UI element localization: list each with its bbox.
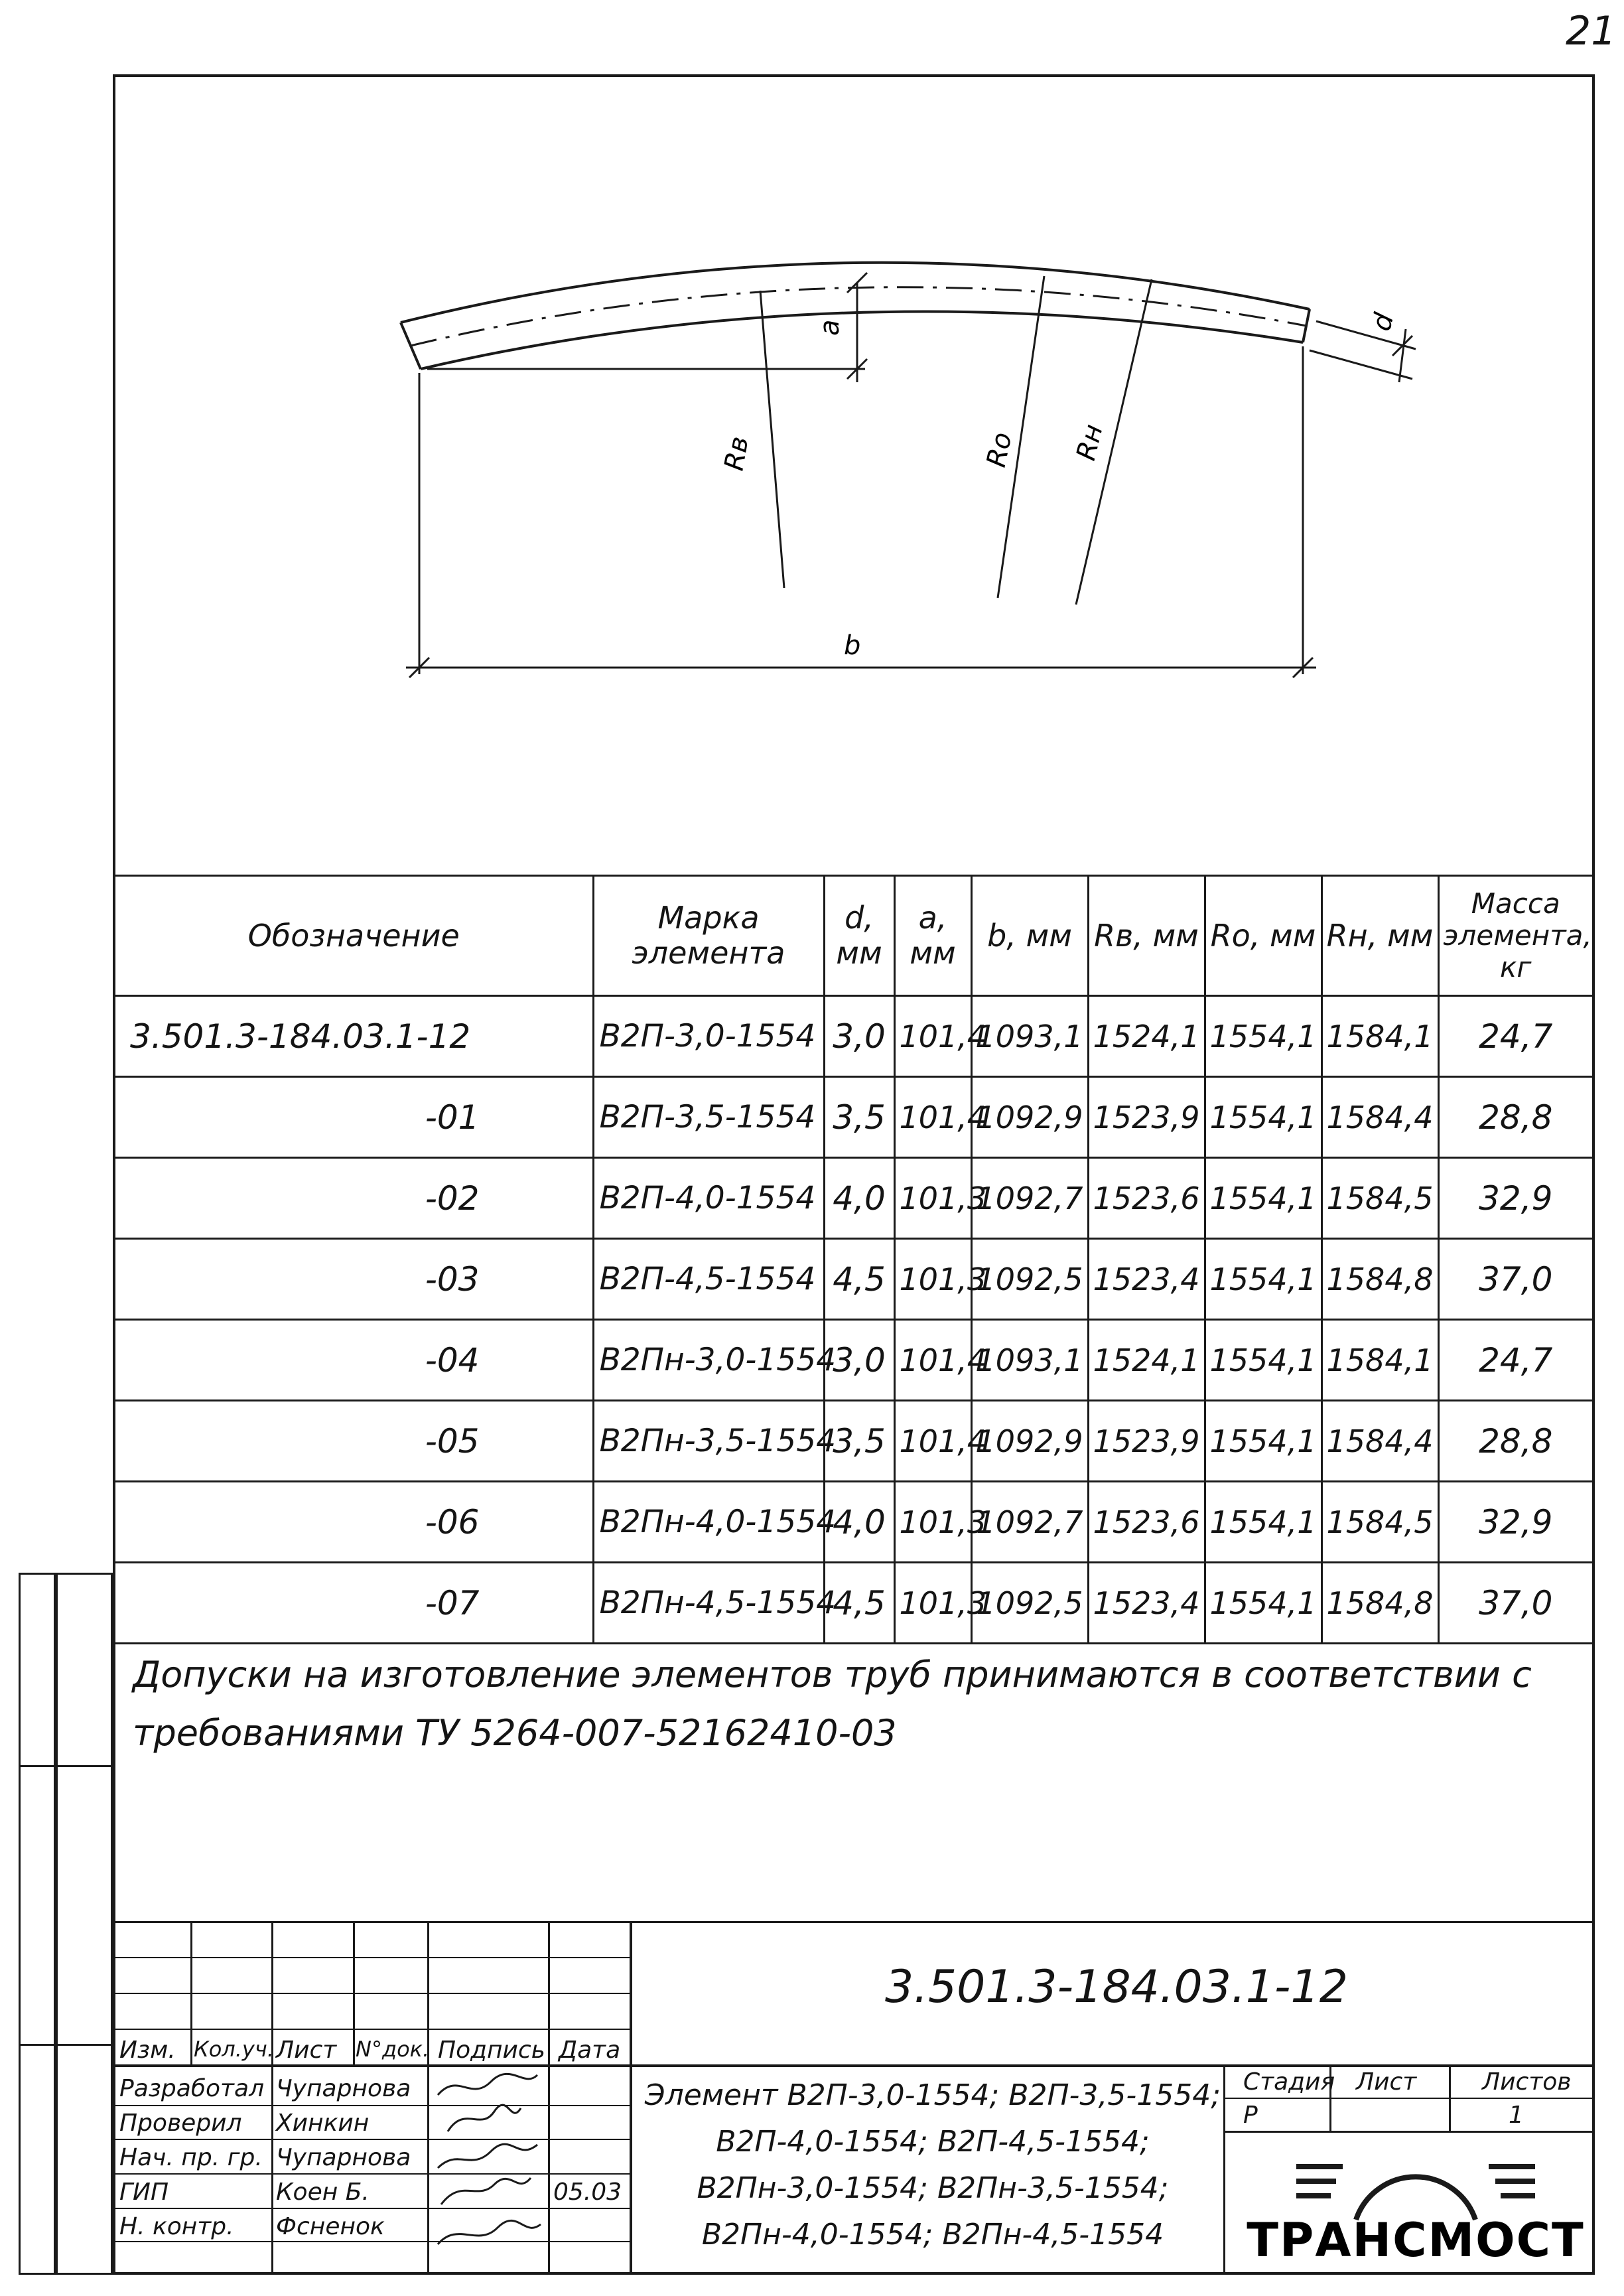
- cell-designation: -04: [115, 1320, 593, 1401]
- cell-designation: -01: [115, 1077, 593, 1158]
- cell-ro: 1554,1: [1205, 1482, 1321, 1563]
- binding-strip-2: [56, 1573, 113, 2275]
- cell-rv: 1524,1: [1088, 1320, 1205, 1401]
- cell-designation: 3.501.3-184.03.1-12: [115, 996, 593, 1077]
- page-number: 21: [1566, 8, 1617, 54]
- arc-inner: [421, 311, 1303, 369]
- cell-mass: 28,8: [1438, 1401, 1592, 1482]
- cell-designation: -02: [115, 1158, 593, 1239]
- cell-designation: -06: [115, 1482, 593, 1563]
- cell-b: 1092,9: [971, 1401, 1088, 1482]
- tb-role: Проверил: [119, 2110, 242, 2137]
- cell-mark: В2Пн-3,5-1554: [593, 1401, 824, 1482]
- tb-name: Коен Б.: [276, 2179, 370, 2206]
- cell-d: 3,5: [824, 1077, 894, 1158]
- cell-a: 101,3: [894, 1158, 971, 1239]
- cell-designation: -05: [115, 1401, 593, 1482]
- note-line-2: требованиями ТУ 5264-007-52162410-03: [133, 1712, 897, 1754]
- cell-b: 1092,5: [971, 1563, 1088, 1644]
- cell-mark: В2П-4,5-1554: [593, 1239, 824, 1320]
- cell-a: 101,4: [894, 996, 971, 1077]
- cell-mass: 37,0: [1438, 1239, 1592, 1320]
- cell-rv: 1523,4: [1088, 1239, 1205, 1320]
- cell-mark: В2П-3,5-1554: [593, 1077, 824, 1158]
- sheets-label: Листов: [1482, 2068, 1572, 2096]
- cell-d: 3,0: [824, 1320, 894, 1401]
- cell-ro: 1554,1: [1205, 1563, 1321, 1644]
- stage-label: Стадия: [1243, 2068, 1335, 2096]
- doc-title-line-4: В2Пн-4,0-1554; В2Пн-4,5-1554: [701, 2218, 1164, 2252]
- cell-mark: В2П-3,0-1554: [593, 996, 824, 1077]
- col-ro: Rо, мм: [1205, 876, 1321, 996]
- tb-col-koluch: Кол.уч.: [194, 2037, 274, 2062]
- cell-rn: 1584,8: [1321, 1563, 1438, 1644]
- col-d: d, мм: [824, 876, 894, 996]
- cell-rv: 1524,1: [1088, 996, 1205, 1077]
- sheets-value: 1: [1509, 2102, 1524, 2129]
- table-row: [115, 1482, 1592, 1563]
- table-row: [115, 996, 1592, 1077]
- cell-mass: 32,9: [1438, 1158, 1592, 1239]
- cell-a: 101,3: [894, 1563, 971, 1644]
- cell-ro: 1554,1: [1205, 1401, 1321, 1482]
- cell-ro: 1554,1: [1205, 1077, 1321, 1158]
- tb-col-data: Дата: [559, 2037, 621, 2064]
- cell-mark: В2Пн-4,0-1554: [593, 1482, 824, 1563]
- tolerance-note: [133, 1646, 1559, 1762]
- col-designation: Обозначение: [115, 876, 593, 996]
- cell-b: 1092,5: [971, 1239, 1088, 1320]
- cell-rv: 1523,9: [1088, 1401, 1205, 1482]
- tb-name: Хинкин: [276, 2110, 370, 2137]
- table-row: [115, 1158, 1592, 1239]
- cell-mass: 37,0: [1438, 1563, 1592, 1644]
- note-line-1: Допуски на изготовление элементов труб принимаются в соответствии с: [133, 1654, 1532, 1695]
- col-mark: Марка элемента: [593, 876, 824, 996]
- cell-b: 1092,7: [971, 1158, 1088, 1239]
- col-a: a, мм: [894, 876, 971, 996]
- doc-title-line-3: В2Пн-3,0-1554; В2Пн-3,5-1554;: [697, 2171, 1169, 2205]
- table-row: [115, 1239, 1592, 1320]
- cell-b: 1093,1: [971, 996, 1088, 1077]
- doc-title-line-2: В2П-4,0-1554; В2П-4,5-1554;: [716, 2125, 1150, 2159]
- signature-marks: [431, 2068, 545, 2267]
- cell-b: 1092,9: [971, 1077, 1088, 1158]
- col-rv: Rв, мм: [1088, 876, 1205, 996]
- cell-designation: -07: [115, 1563, 593, 1644]
- cell-d: 4,5: [824, 1239, 894, 1320]
- stage-value: Р: [1243, 2102, 1258, 2129]
- table-header-row: [115, 876, 1592, 996]
- tb-role: Н. контр.: [119, 2213, 234, 2240]
- tb-date: 05.03: [553, 2179, 622, 2206]
- cell-d: 3,5: [824, 1401, 894, 1482]
- cell-mass: 32,9: [1438, 1482, 1592, 1563]
- tb-col-ndok: N°док.: [356, 2037, 430, 2062]
- cell-mark: В2Пн-4,5-1554: [593, 1563, 824, 1644]
- label-b: b: [844, 630, 861, 661]
- tb-col-podpis: Подпись: [438, 2037, 545, 2064]
- cell-ro: 1554,1: [1205, 1239, 1321, 1320]
- cell-ro: 1554,1: [1205, 1320, 1321, 1401]
- cell-a: 101,3: [894, 1482, 971, 1563]
- label-d: d: [1366, 310, 1400, 334]
- cell-a: 101,4: [894, 1401, 971, 1482]
- cell-rn: 1584,1: [1321, 996, 1438, 1077]
- cell-rv: 1523,9: [1088, 1077, 1205, 1158]
- table-row: [115, 1563, 1592, 1644]
- cell-d: 4,0: [824, 1158, 894, 1239]
- cell-d: 4,5: [824, 1563, 894, 1644]
- label-a: a: [815, 319, 845, 336]
- doc-title: [634, 2072, 1231, 2258]
- cell-rn: 1584,4: [1321, 1077, 1438, 1158]
- title-block: [115, 1921, 1592, 2272]
- binding-strip-1: [19, 1573, 56, 2275]
- tb-name: Фсненок: [276, 2213, 385, 2240]
- col-b: b, мм: [971, 876, 1088, 996]
- doc-code: 3.501.3-184.03.1-12: [885, 1961, 1348, 2013]
- cell-mass: 28,8: [1438, 1077, 1592, 1158]
- cell-rv: 1523,6: [1088, 1482, 1205, 1563]
- cell-rn: 1584,8: [1321, 1239, 1438, 1320]
- cell-a: 101,4: [894, 1320, 971, 1401]
- transmost-logo: [1247, 2140, 1585, 2267]
- cell-rn: 1584,1: [1321, 1320, 1438, 1401]
- label-r-outer: Rн: [1071, 421, 1109, 464]
- table-row: [115, 1077, 1592, 1158]
- cell-d: 4,0: [824, 1482, 894, 1563]
- doc-title-line-1: Элемент В2П-3,0-1554; В2П-3,5-1554;: [644, 2078, 1221, 2112]
- col-rn: Rн, мм: [1321, 876, 1438, 996]
- cell-b: 1093,1: [971, 1320, 1088, 1401]
- cell-designation: -03: [115, 1239, 593, 1320]
- cell-ro: 1554,1: [1205, 996, 1321, 1077]
- label-r-mid: Rо: [981, 429, 1018, 470]
- label-r-inner: Rв: [718, 434, 755, 473]
- tb-col-izm: Изм.: [119, 2037, 176, 2064]
- cell-rn: 1584,4: [1321, 1401, 1438, 1482]
- cell-rn: 1584,5: [1321, 1158, 1438, 1239]
- cell-rv: 1523,4: [1088, 1563, 1205, 1644]
- col-mass: Масса элемента, кг: [1438, 876, 1592, 996]
- cell-ro: 1554,1: [1205, 1158, 1321, 1239]
- tb-name: Чупарнова: [276, 2144, 411, 2171]
- cell-mass: 24,7: [1438, 996, 1592, 1077]
- cell-rn: 1584,5: [1321, 1482, 1438, 1563]
- cell-a: 101,3: [894, 1239, 971, 1320]
- table-row: [115, 1320, 1592, 1401]
- cell-mark: В2Пн-3,0-1554: [593, 1320, 824, 1401]
- cell-a: 101,4: [894, 1077, 971, 1158]
- cell-d: 3,0: [824, 996, 894, 1077]
- arc-axis: [411, 287, 1306, 346]
- table-row: [115, 1401, 1592, 1482]
- spec-table: [115, 875, 1592, 1644]
- cell-rv: 1523,6: [1088, 1158, 1205, 1239]
- tb-role: Разработал: [119, 2075, 265, 2102]
- tb-role: ГИП: [119, 2179, 169, 2206]
- company-name: ТРАНСМОСТ: [1247, 2213, 1585, 2267]
- sheet-label: Лист: [1356, 2068, 1417, 2096]
- tb-role: Нач. пр. гр.: [119, 2144, 263, 2171]
- cell-mark: В2П-4,0-1554: [593, 1158, 824, 1239]
- cell-mass: 24,7: [1438, 1320, 1592, 1401]
- tb-name: Чупарнова: [276, 2075, 411, 2102]
- tb-col-list: Лист: [276, 2037, 337, 2064]
- cell-b: 1092,7: [971, 1482, 1088, 1563]
- pipe-element-drawing: [115, 77, 1592, 873]
